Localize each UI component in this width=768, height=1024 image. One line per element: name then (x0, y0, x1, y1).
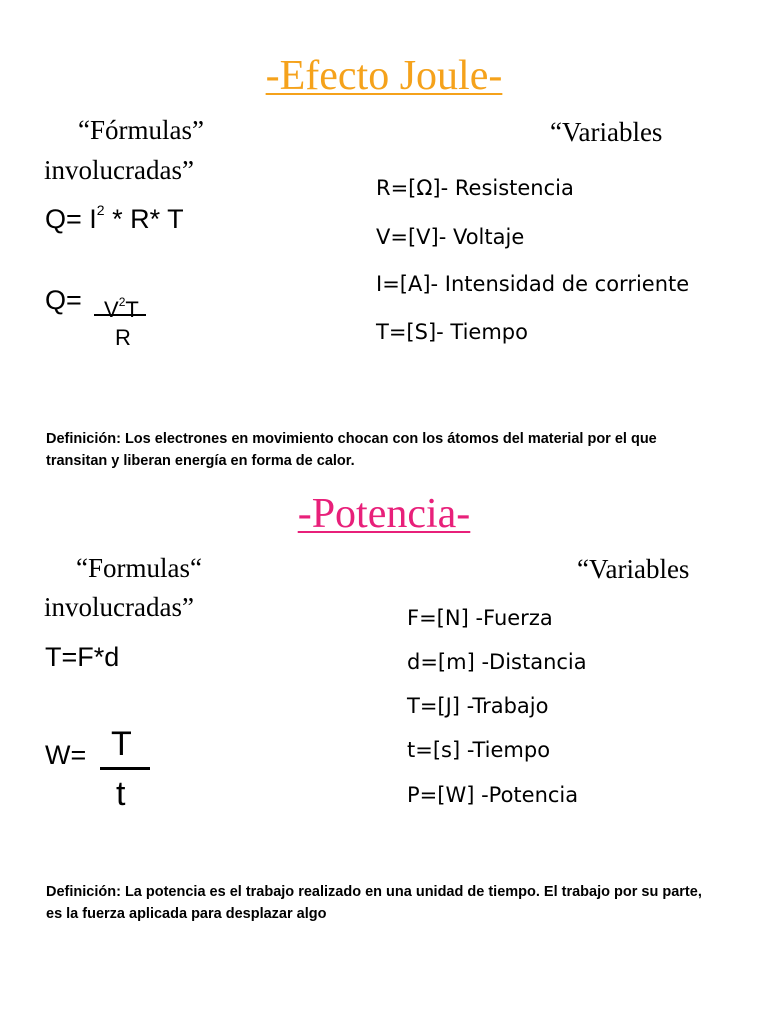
potencia-variable: d=[m] -Distancia (407, 650, 587, 674)
joule-definition: Definición: Los electrones en movimiento chocan con los átomos del material por el que transitan y liberan energía en forma de calor. (46, 431, 657, 469)
joule-variable: T=[S]- Tiempo (376, 320, 528, 344)
joule-variables-heading: “Variables (550, 117, 663, 147)
potencia-title: -Potencia- (297, 491, 471, 537)
potencia-formula-2-numerator: T (111, 725, 132, 763)
joule-formulas-heading: “Fórmulas” (78, 115, 204, 145)
joule-formula-2-lhs: Q= (45, 285, 82, 315)
potencia-formula-1: T=F*d (45, 642, 120, 672)
potencia-definition: Definición: La potencia es el trabajo realizado en una unidad de tiempo. El trabajo por su parte, es la fuerza aplicada para desplazar algo (46, 884, 702, 922)
joule-variable: V=[V]- Voltaje (376, 225, 525, 249)
potencia-formula-2-lhs: W= (45, 740, 87, 770)
potencia-variable: F=[N] -Fuerza (407, 606, 553, 630)
potencia-variables-heading: “Variables (577, 554, 690, 584)
joule-variable: I=[A]- Intensidad de corriente (376, 272, 690, 296)
joule-formula-1: $Q= I^2 * R*$ T (45, 202, 184, 234)
potencia-formula-2-denominator: t (116, 775, 126, 813)
joule-formulas-heading-2: involucradas” (44, 155, 194, 185)
potencia-fraction-bar (100, 767, 150, 770)
joule-formula-2-numerator: $V^2T$ (104, 295, 139, 322)
potencia-variable: t=[s] -Tiempo (407, 738, 551, 762)
joule-title: -Efecto Joule- (265, 53, 503, 99)
joule-variable: R=[Ω]- Resistencia (376, 176, 574, 200)
potencia-formulas-heading: “Formulas“ (76, 553, 202, 583)
potencia-variable: P=[W] -Potencia (407, 783, 579, 807)
joule-formula-2-denominator: R (115, 325, 131, 350)
potencia-formulas-heading-2: involucradas” (44, 592, 194, 622)
potencia-variable: T=[J] -Trabajo (407, 694, 549, 718)
